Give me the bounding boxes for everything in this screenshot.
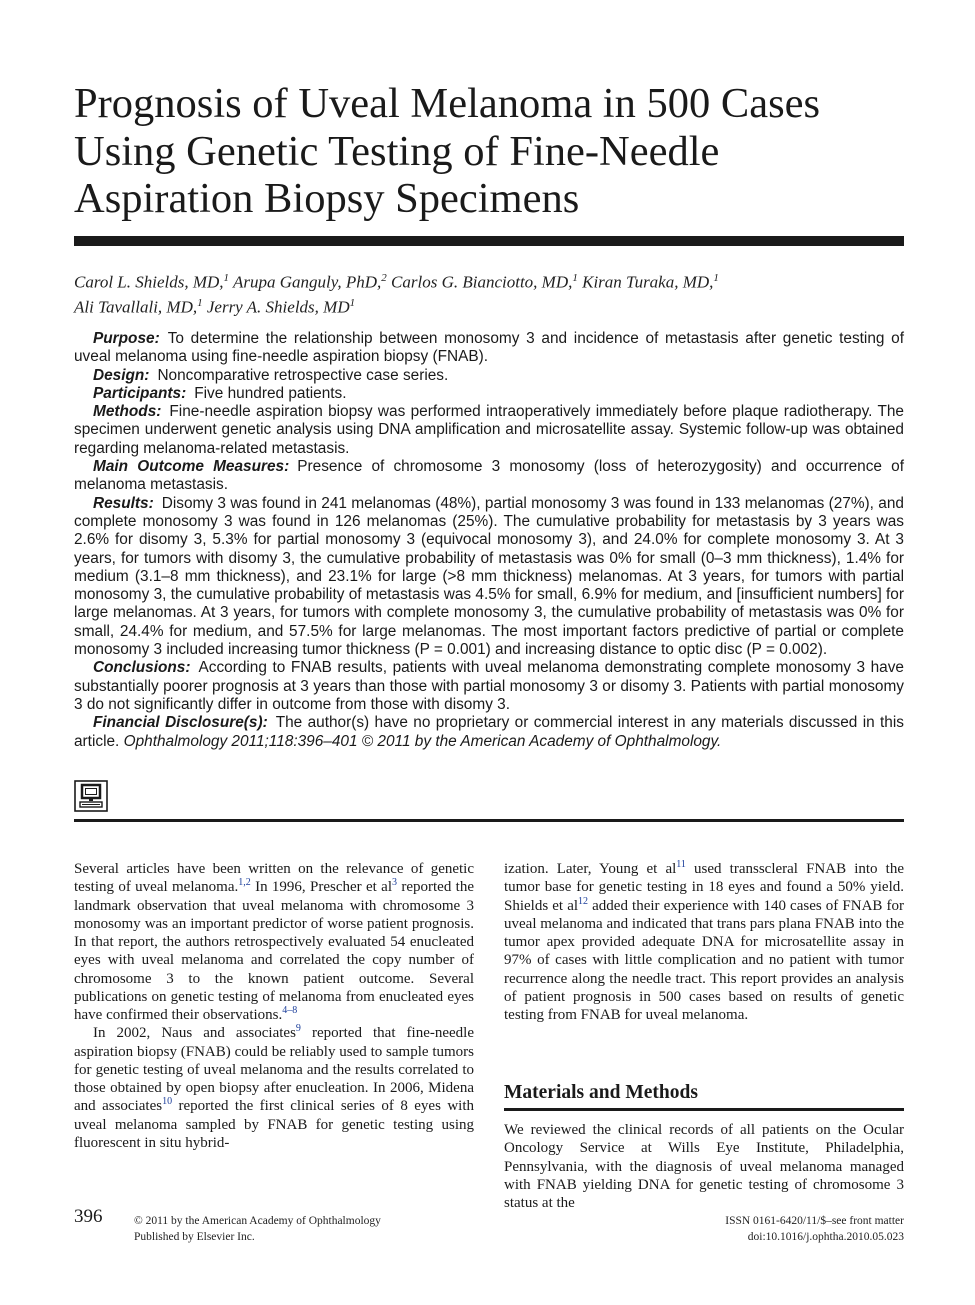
methods-label: Methods:	[93, 403, 162, 421]
abstract-purpose	[74, 330, 904, 367]
purpose-text: To determine the relationship between monosomy 3 and incidence of metastasis after genetic testing of uveal melanoma using fine-needle aspiration biopsy (FNAB).	[74, 330, 904, 366]
abstract	[74, 330, 904, 751]
computer-monitor-icon	[74, 780, 108, 812]
participants-text: Five hundred patients.	[194, 384, 347, 402]
section-rule	[504, 1108, 904, 1111]
article-title	[74, 80, 914, 223]
conclusions-label: Conclusions:	[93, 659, 191, 677]
results-text: Disomy 3 was found in 241 melanomas (48%), partial monosomy 3 was found in 133 melanomas (27%), and complete monosomy 3 was found in 126 melanomas (25%). The cumulative probability for metastasis by 3 years was 2.6% for disomy 3, 5.3% for partial monosomy 3 (equivocal monosomy 3), and 24.0% for complete monosomy 3. At 3 years, for tumors with disomy 3, the cumulative probability of metastasis was 0% for small (0–3 mm thickness), 1.4% for medium (3.1–8 mm thickness), and 23.1% for large (>8 mm thickness) melanomas. At 3 years, for tumors with partial monosomy 3, the cumulative probability of metastasis was 4.5% for small, 6.9% for medium, and [insufficient numbers] for large melanomas. At 3 years, for tumors with complete monosomy 3, the cumulative probability of metastasis was 0% for small, 24.4% for medium, and 57.5% for large melanomas. The most important factors predictive of partial or complete monosomy 3 included increasing tumor thickness (P = 0.001) and increasing distance to optic disc (P = 0.002).	[74, 494, 904, 659]
abstract-participants	[74, 385, 904, 403]
body-text: reported the first clinical series of 8 eyes with uveal melanoma sampled by FNAB for genetic testing using fluorescent in situ hybrid-	[74, 1098, 475, 1151]
author-line-2	[74, 293, 904, 318]
author-line-1	[74, 268, 904, 293]
author-affiliation: 1	[197, 296, 203, 309]
author-affiliation: 1	[349, 296, 356, 309]
participants-label: Participants:	[93, 384, 187, 402]
results-label: Results:	[93, 494, 154, 512]
disclosure-label: Financial Disclosure(s):	[93, 714, 268, 732]
abstract-disclosure	[74, 714, 904, 751]
body-paragraph	[74, 1024, 474, 1152]
issn-text: ISSN 0161-6420/11/$–see front matter	[725, 1215, 904, 1227]
abstract-design	[74, 367, 904, 385]
design-text: Noncomparative retrospective case series.	[157, 366, 449, 384]
author-name: Ali Tavallali, MD,	[74, 297, 198, 317]
journal-citation: Ophthalmology 2011;118:396–401 © 2011 by the American Academy of Ophthalmology.	[123, 732, 722, 750]
body-paragraph	[74, 860, 474, 1024]
abstract-methods	[74, 403, 904, 458]
body-text: used transscleral FNAB into the tumor base for genetic testing in 18 eyes and found a 50% yield. Shields et al	[504, 861, 904, 914]
author-name: Carol L. Shields, MD,	[74, 272, 224, 292]
materials-methods-text	[504, 1121, 904, 1212]
body-text: Several articles have been written on the relevance of genetic testing of uveal melanoma.	[74, 861, 474, 896]
conclusions-text: According to FNAB results, patients with uveal melanoma demonstrating complete monosomy 3 have substantially poorer prognosis at 3 years than those with partial monosomy 3 or disomy 3. Patients with partial monosomy 3 do not significantly differ in outcome from those with disomy 3.	[74, 659, 904, 713]
doi-link[interactable]: doi:10.1016/j.ophtha.2010.05.023	[747, 1231, 904, 1243]
body-text: ization. Later, Young et al	[504, 861, 677, 877]
copyright-text: © 2011 by the American Academy of Ophthalmology	[134, 1215, 381, 1227]
footer-identifiers	[725, 1213, 904, 1245]
author-affiliation: 1	[713, 272, 719, 284]
author-affiliation: 1	[572, 272, 578, 284]
body-text: In 1996, Prescher et al	[250, 879, 392, 896]
author-name: Jerry A. Shields, MD	[206, 297, 350, 317]
author-name: Kiran Turaka, MD,	[582, 272, 714, 292]
title-line-1: Prognosis of Uveal Melanoma in 500 Cases	[74, 80, 821, 127]
publisher-text: Published by Elsevier Inc.	[134, 1231, 255, 1243]
body-paragraph	[504, 860, 904, 1024]
body-column-right	[504, 860, 904, 1024]
section-heading-materials-methods: Materials and Methods	[504, 1082, 698, 1103]
purpose-label: Purpose:	[93, 330, 160, 347]
title-rule	[74, 236, 904, 246]
outcome-label: Main Outcome Measures:	[93, 458, 290, 476]
outcome-text: Presence of chromosome 3 monosomy (loss of heterozygosity) and occurrence of melanoma metastasis.	[74, 458, 904, 494]
abstract-rule	[74, 819, 904, 822]
methods-text: Fine-needle aspiration biopsy was performed intraoperatively immediately before plaque radiotherapy. The specimen underwent genetic analysis using DNA amplification and microsatellite assay. Systemic follow-up was obtained regarding melanoma-related metastasis.	[74, 403, 904, 457]
citation-link[interactable]: 3	[392, 877, 397, 889]
title-line-2: Using Genetic Testing of Fine-Needle	[74, 127, 720, 175]
author-affiliation: 2	[381, 272, 387, 284]
body-text: reported the landmark observation that uveal melanoma with chromosome 3 monosomy was an important predictor of worse patient prognosis. In that report, the authors retrospectively evaluated 54 enucleated eyes with uveal melanoma and correlated the copy number of chromosome 3 to the known patient outcome. Several publications on genetic testing of melanoma from enucleated eyes have confirmed their observations.	[74, 879, 474, 1023]
author-list	[74, 268, 904, 317]
body-text: reported that fine-needle aspiration biopsy (FNAB) could be reliably used to sample tumors for genetic testing of uveal melanoma and the results correlated to those obtained by open biopsy after enucleation. In 2006, Midena and associates	[74, 1025, 474, 1115]
citation-link[interactable]: 9	[295, 1023, 301, 1035]
body-column-left	[74, 860, 474, 1152]
body-text: In 2002, Naus and associates	[93, 1025, 296, 1042]
abstract-conclusions	[74, 659, 904, 714]
citation-link[interactable]: 12	[578, 895, 589, 907]
body-text: added their experience with 140 cases of FNAB for uveal melanoma and indicated that trans pars plana FNAB into the tumor apex provided adequate DNA for microsatellite assay in 97% of cases with little complication and no patient with tumor recurrence along the needle tract. This report provides an analysis of patient prognosis in 500 cases based on results of genetic testing from FNAB for uveal melanoma.	[504, 897, 904, 1023]
design-label: Design:	[93, 366, 150, 384]
author-name: Arupa Ganguly, PhD,	[233, 272, 382, 292]
citation-link[interactable]: 11	[676, 859, 686, 870]
author-name: Carlos G. Bianciotto, MD,	[391, 272, 573, 292]
citation-link[interactable]: 10	[162, 1096, 173, 1108]
body-paragraph: We reviewed the clinical records of all patients on the Ocular Oncology Service at Wills Eye Institute, Philadelphia, Pennsylvania, with the diagnosis of uveal melanoma managed with FNAB yielding DNA for genetic testing of chromosome 3 status at the	[504, 1122, 904, 1211]
abstract-results	[74, 495, 904, 660]
author-affiliation: 1	[223, 272, 230, 284]
footer-copyright	[134, 1213, 381, 1245]
citation-link[interactable]: 4–8	[282, 1005, 298, 1016]
disclosure-text: The author(s) have no proprietary or commercial interest in any materials discussed in this article.	[74, 714, 904, 750]
citation-link[interactable]: 1,2	[238, 877, 251, 889]
page-number: 396	[74, 1206, 103, 1227]
title-line-3: Aspiration Biopsy Specimens	[74, 175, 580, 222]
abstract-outcome-measures	[74, 458, 904, 495]
